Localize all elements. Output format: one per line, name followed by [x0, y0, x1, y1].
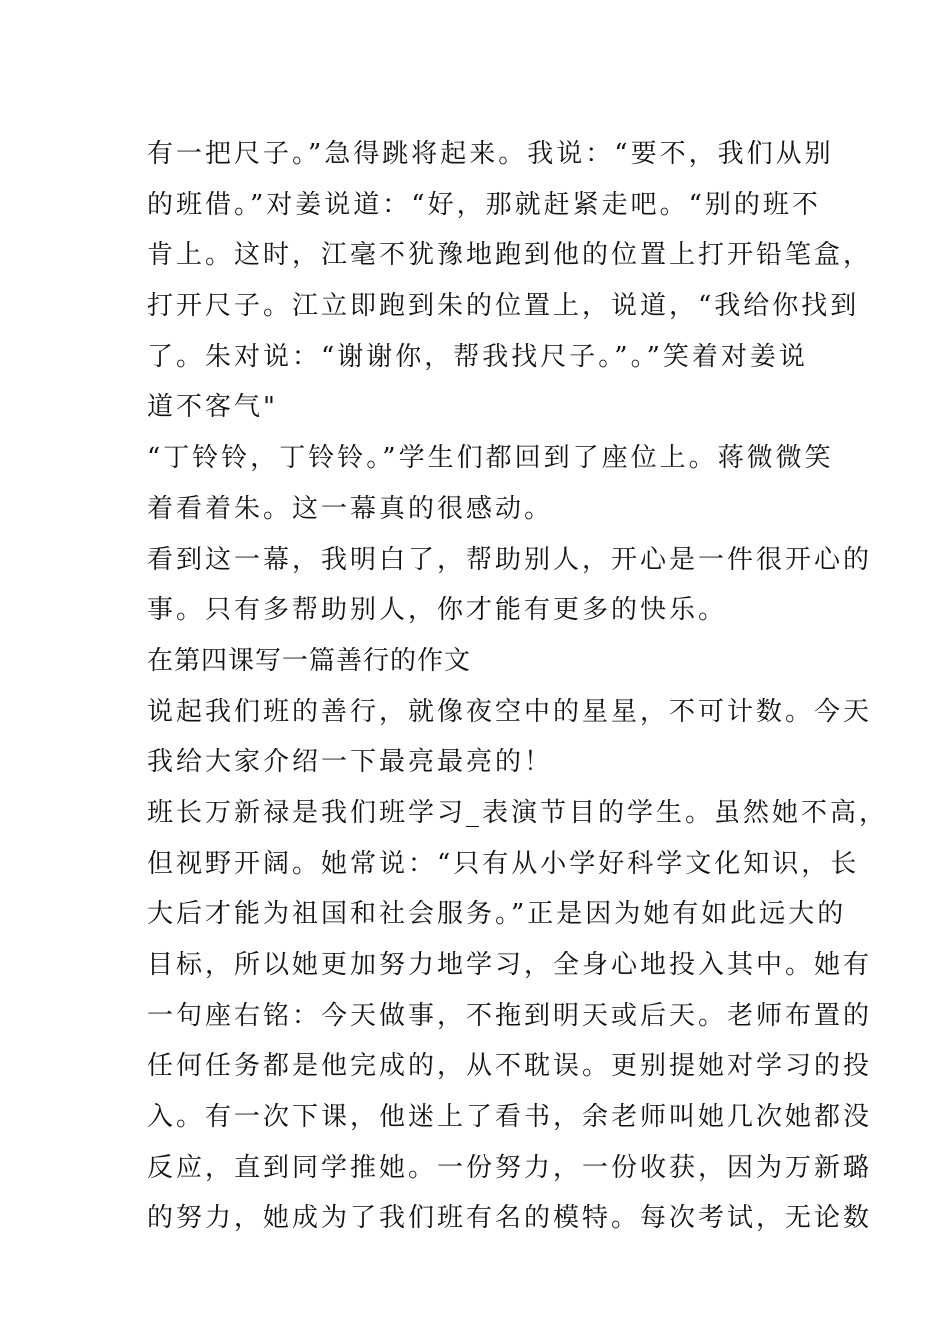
- text-line: 任何任务都是他完成的，从不耽误。更别提她对学习的投: [147, 1051, 873, 1082]
- text-line: 一句座右铭：今天做事，不拖到明天或后天。老师布置的: [147, 1000, 873, 1031]
- text-line: 反应，直到同学推她。一份努力，一份收获，因为万新璐: [147, 1152, 873, 1183]
- text-line: 的努力，她成为了我们班有名的模特。每次考试，无论数: [147, 1203, 873, 1234]
- text-line: 看到这一幕，我明白了，帮助别人，开心是一件很开心的: [147, 544, 873, 575]
- essay-heading: 在第四课写一篇善行的作文: [147, 645, 472, 676]
- text-line: “丁铃铃，丁铃铃。”学生们都回到了座位上。蒋微微笑: [147, 443, 834, 474]
- text-line: 事。只有多帮助别人，你才能有更多的快乐。: [147, 595, 728, 626]
- text-line: 班长万新禄是我们班学习_表演节目的学生。虽然她不高，: [147, 797, 889, 828]
- text-line: 打开尺子。江立即跑到朱的位置上，说道，“我给你找到: [147, 291, 860, 322]
- text-line: 着看着朱。这一幕真的很感动。: [147, 493, 554, 524]
- text-line: 肯上。这时，江毫不犹豫地跑到他的位置上打开铅笔盒，: [147, 240, 873, 271]
- text-line: 但视野开阔。她常说：“只有从小学好科学文化知识，长: [147, 848, 860, 879]
- text-line: 我给大家介绍一下最亮最亮的！: [147, 747, 554, 778]
- text-line: 道不客气": [147, 392, 278, 423]
- text-line: 目标，所以她更加努力地学习，全身心地投入其中。她有: [147, 950, 873, 980]
- essay-text: [147, 129, 889, 1244]
- text-line: 入。有一次下课，他迷上了看书，余老师叫她几次她都没: [147, 1102, 873, 1133]
- text-line: 的班借。”对姜说道：“好，那就赶紧走吧。“别的班不: [147, 189, 821, 220]
- text-line: 大后才能为祖国和社会服务。”正是因为她有如此远大的: [147, 899, 847, 930]
- text-line: 了。朱对说：“谢谢你，帮我找尺子。”。”笑着对姜说: [147, 341, 808, 372]
- text-line: 说起我们班的善行，就像夜空中的星星，不可计数。今天: [147, 696, 873, 727]
- text-line: 有一把尺子。”急得跳将起来。我说：“要不，我们从别: [147, 139, 834, 169]
